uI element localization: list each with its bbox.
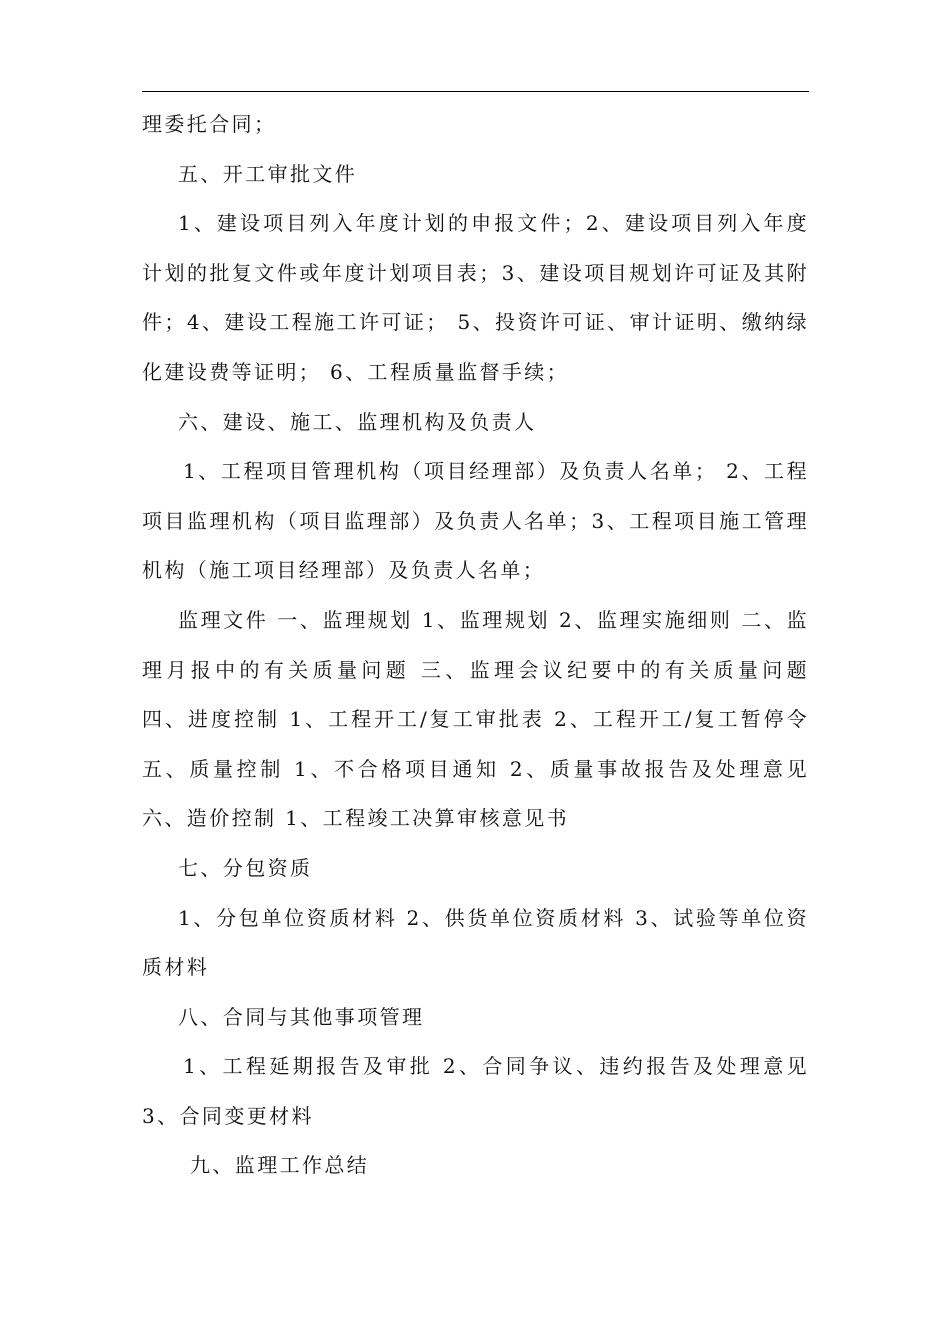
section-heading-6: 六、建设、施工、监理机构及负责人 bbox=[178, 409, 537, 434]
document-body bbox=[142, 100, 809, 1191]
paragraph-approval-documents: 1、建设项目列入年度计划的申报文件；2、建设项目列入年度计划的批复文件或年度计划项目表；3、建设项目规划许可证及其附件；4、建设工程施工许可证； 5、投资许可证、审计证明、缴纳绿化建设费等证明； 6、工程质量监督手续； bbox=[142, 211, 809, 384]
paragraph-contract-management: 1、工程延期报告及审批 2、合同争议、违约报告及处理意见 3、合同变更材料 bbox=[142, 1054, 809, 1128]
section-heading-9: 九、监理工作总结 bbox=[190, 1153, 370, 1178]
header-rule bbox=[142, 91, 809, 92]
section-heading-7: 七、分包资质 bbox=[178, 855, 313, 880]
section-heading-8: 八、合同与其他事项管理 bbox=[178, 1004, 425, 1029]
paragraph-subcontract-qualifications: 1、分包单位资质材料 2、供货单位资质材料 3、试验等单位资质材料 bbox=[142, 905, 809, 980]
paragraph-organizations: 1、工程项目管理机构（项目经理部）及负责人名单； 2、工程项目监理机构（项目监理部）及负责人名单；3、工程项目施工管理机构（施工项目经理部）及负责人名单； bbox=[142, 459, 809, 583]
section-heading-5: 五、开工审批文件 bbox=[178, 161, 358, 186]
paragraph-supervision-documents: 监理文件 一、监理规划 1、监理规划 2、监理实施细则 二、监理月报中的有关质量问题 三、监理会议纪要中的有关质量问题 四、进度控制 1、工程开工/复工审批表 2、工程开工/复工暂停令 五、质量控制 1、不合格项目通知 2、质量事故报告及处理意见 六、造价控制 1、工程竣工决算审核意见书 bbox=[142, 607, 809, 831]
paragraph-continuation: 理委托合同； bbox=[142, 112, 277, 136]
